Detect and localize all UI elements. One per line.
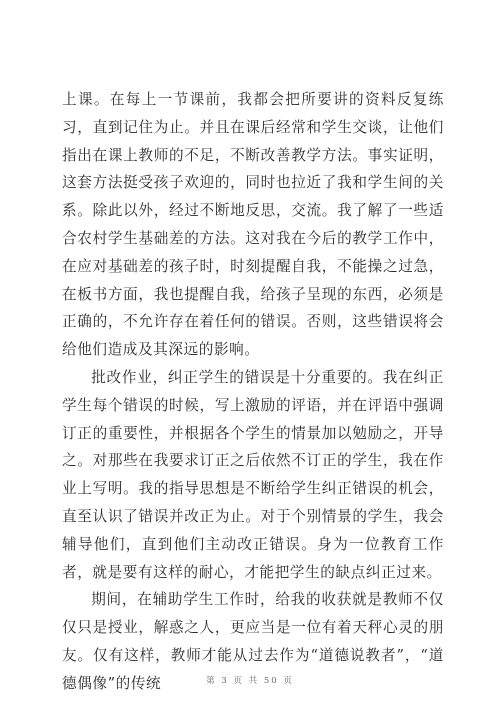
paragraph-2: 批改作业，纠正学生的错误是十分重要的。我在纠正学生每个错误的时候，写上激励的评语，并在评语中强调订正的重要性，并根据各个学生的情景加以勉励之，开导之。对那些在我要求订正之后依然不订正的学生，我在作业上写明。我的指导思想是不断给学生纠正错误的机会，直至认识了错误并改正为止。对于个别情景的学生，我会辅导他们，直到他们主动改正错误。身为一位教育工作者，就是要有这样的耐心，才能把学生的缺点纠正过来。 xyxy=(62,368,444,581)
document-body xyxy=(62,86,444,698)
paragraph-3: 期间，在辅助学生工作时，给我的收获就是教师不仅仅只是授业，解惑之人，更应当是一位有着天秤心灵的朋友。仅有这样，教师才能从过去作为“道德说教者”，“道德偶像”的传统 xyxy=(62,591,444,692)
paragraph-1: 上课。在每上一节课前，我都会把所要讲的资料反复练习，直到记住为止。并且在课后经常和学生交谈，让他们指出在课上教师的不足，不断改善教学方法。事实证明，这套方法挺受孩子欢迎的，同时也拉近了我和学生间的关系。除此以外，经过不断地反思，交流。我了解了一些适合农村学生基础差的方法。这对我在今后的教学工作中，在应对基础差的孩子时，时刻提醒自我，不能操之过急，在板书方面，我也提醒自我，给孩子呈现的东西，必须是正确的，不允许存在着任何的错误。否则，这些错误将会给他们造成及其深远的影响。 xyxy=(62,91,444,359)
page-number-footer: 第 3 页 共 50 页 xyxy=(206,676,294,686)
